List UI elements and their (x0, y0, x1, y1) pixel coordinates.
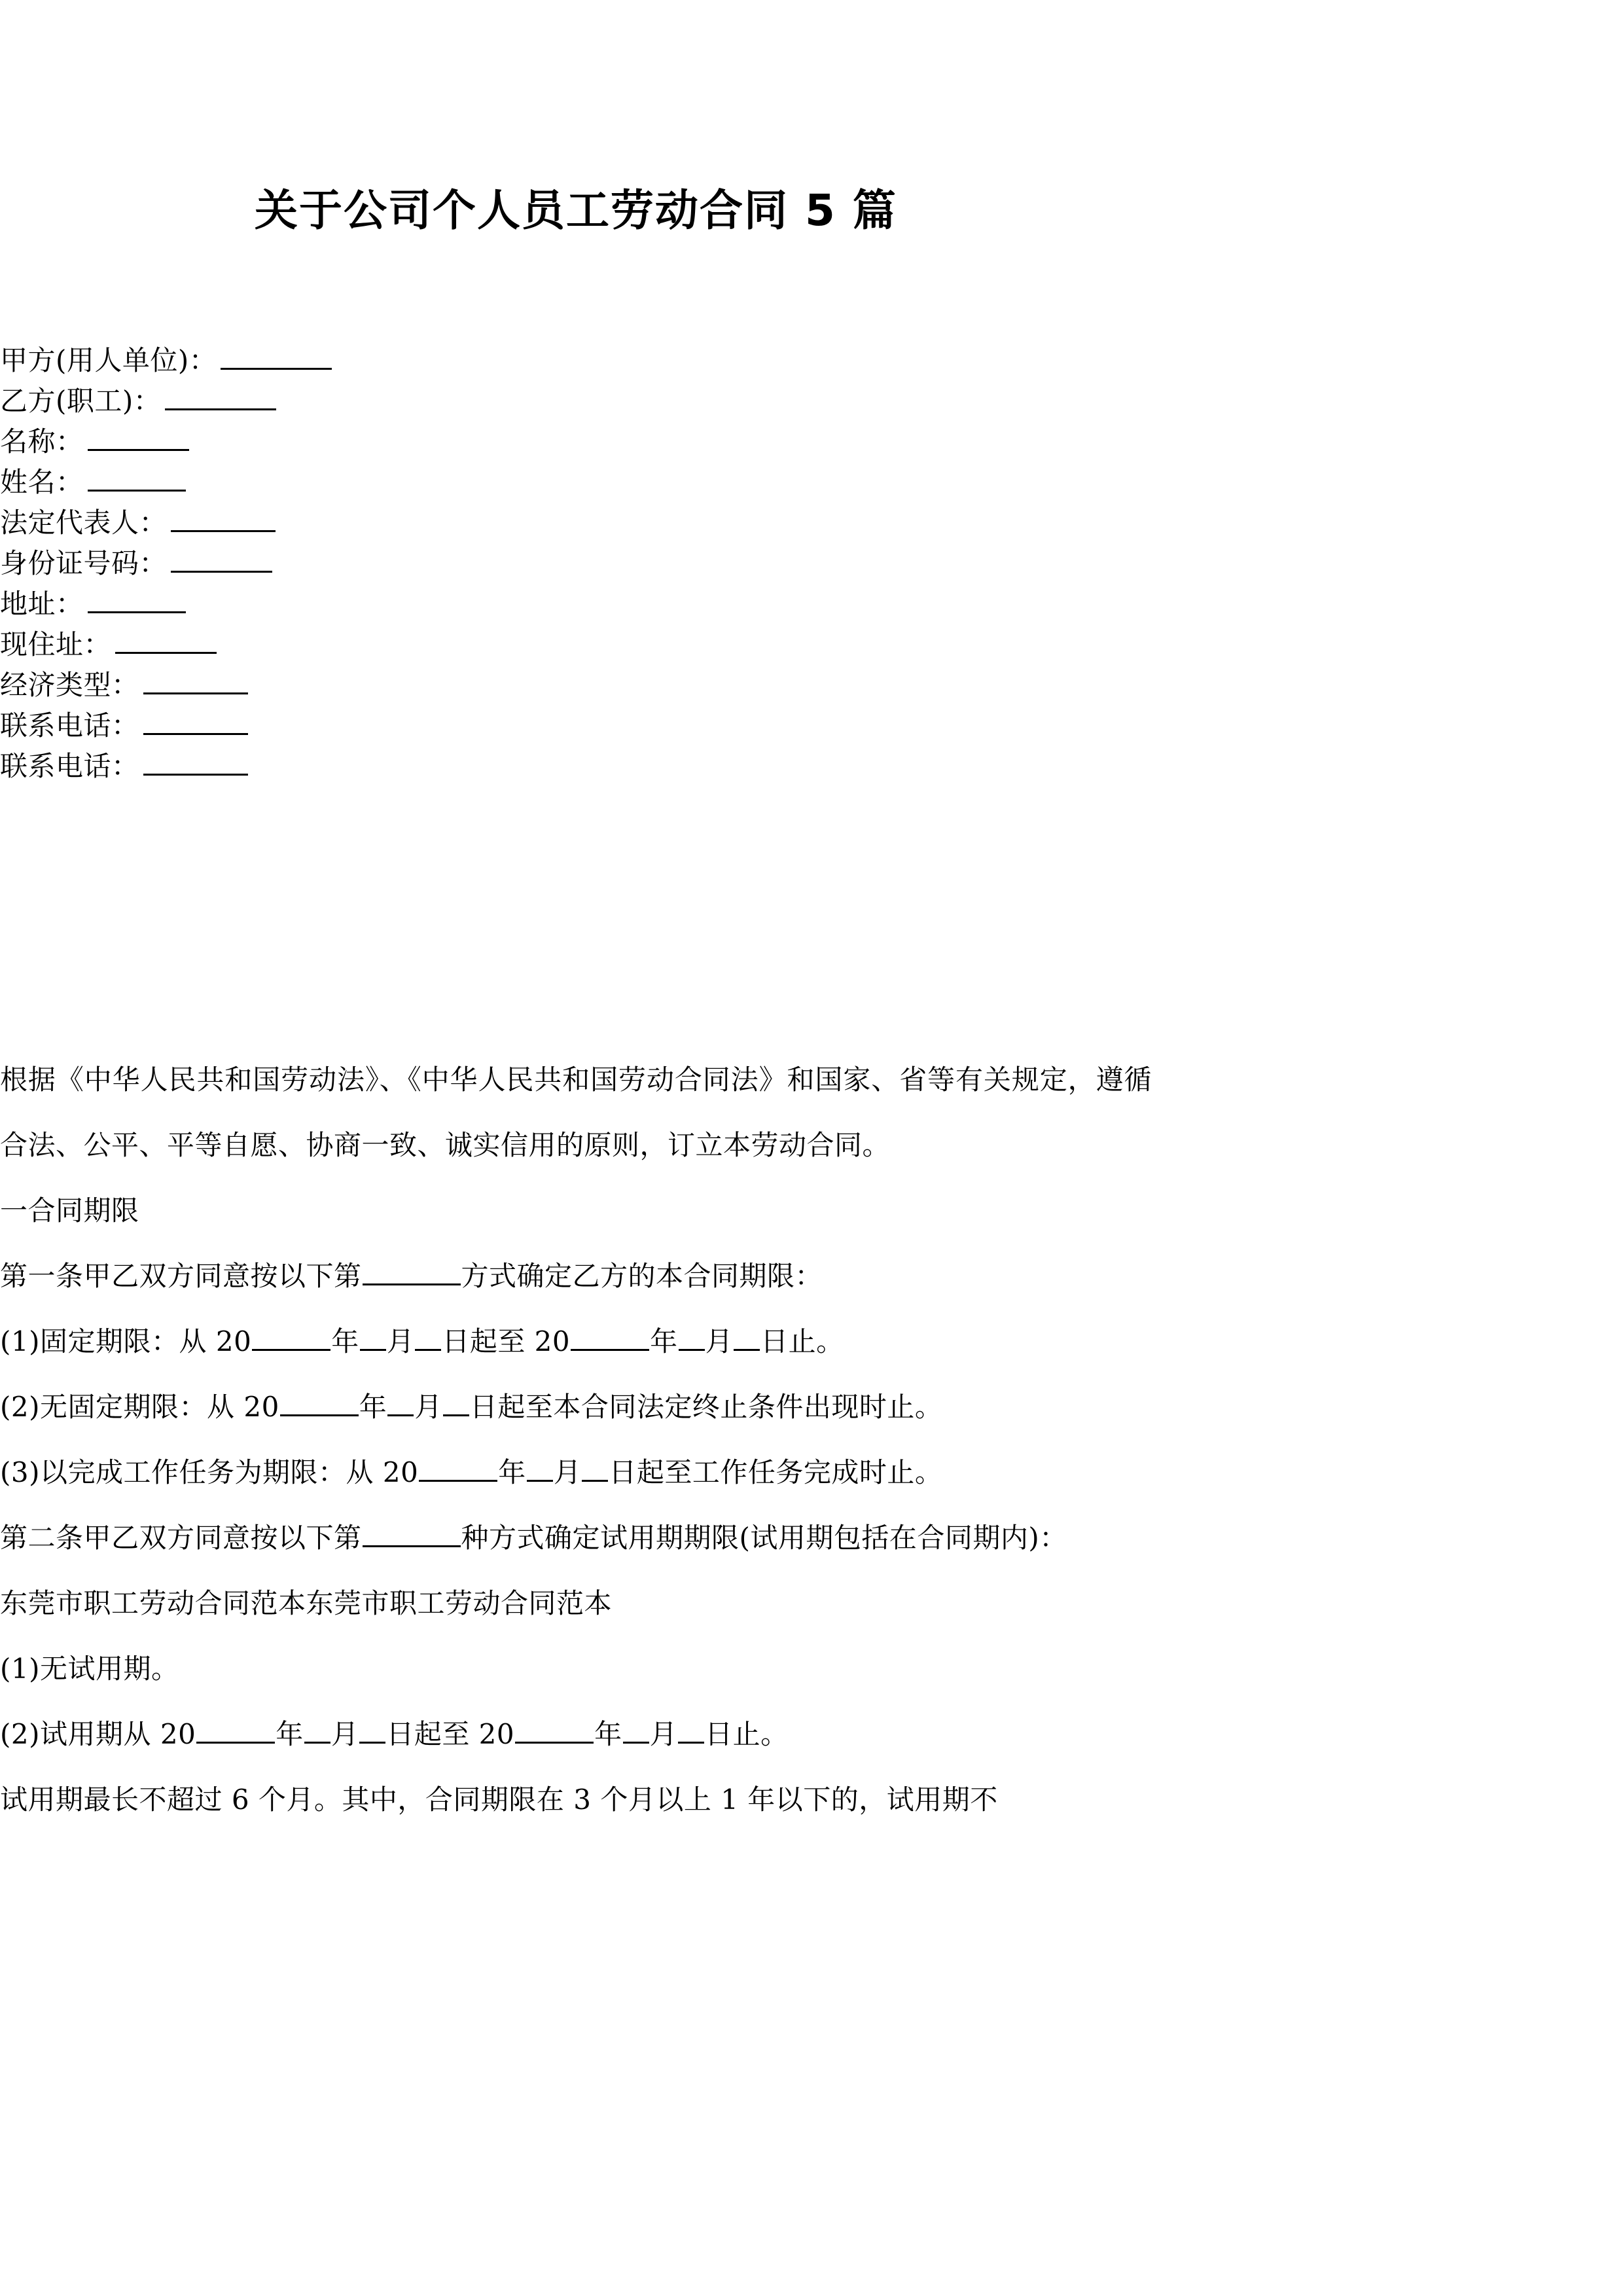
article-one-blank[interactable] (363, 1264, 461, 1285)
item-2-blank-year[interactable] (280, 1395, 359, 1416)
field-blank-employee-name[interactable] (88, 467, 186, 492)
paragraph-item-fixed-term (0, 1309, 1152, 1374)
field-row-company-name (0, 422, 1152, 462)
trial-2-blank-month-end[interactable] (623, 1722, 649, 1744)
item-2-text-a: (2)无固定期限：从 20 (0, 1391, 279, 1423)
item-2-blank-day[interactable] (443, 1395, 469, 1416)
item-1-text-a: (1)固定期限：从 20 (0, 1325, 252, 1357)
trial-2-blank-month-start[interactable] (304, 1722, 330, 1744)
item-3-blank-month[interactable] (527, 1460, 553, 1482)
field-blank-address[interactable] (88, 589, 186, 613)
trial-2-blank-day-end[interactable] (678, 1722, 704, 1744)
item-1-blank-year-end[interactable] (571, 1329, 649, 1351)
field-label-phone-a: 联系电话： (0, 709, 139, 742)
item-1-text-b: 年 (331, 1325, 359, 1357)
item-3-text-b: 年 (498, 1456, 526, 1488)
paragraph-item-task-term (0, 1440, 1152, 1505)
trial-2-blank-day-start[interactable] (359, 1722, 385, 1744)
field-blank-phone-b[interactable] (143, 751, 248, 776)
article-two-text-a: 第二条甲乙双方同意按以下第 (0, 1522, 362, 1554)
field-blank-party-a[interactable] (221, 346, 332, 370)
paragraph-item-open-term (0, 1374, 1152, 1440)
paragraph-sample-reference: 东莞市职工劳动合同范本东莞市职工劳动合同范本 (0, 1587, 613, 1619)
item-1-text-g: 日止。 (760, 1325, 844, 1357)
item-3-text-a: (3)以完成工作任务为期限：从 20 (0, 1456, 419, 1488)
article-one-text-a: 第一条甲乙双方同意按以下第 (0, 1260, 362, 1292)
field-row-employee-name (0, 462, 1152, 503)
paragraph-trial-period (0, 1702, 1152, 1767)
paragraph-article-one (0, 1244, 1152, 1309)
item-1-text-d: 日起至 20 (442, 1325, 571, 1357)
field-blank-id-number[interactable] (171, 548, 272, 573)
article-two-blank[interactable] (363, 1526, 461, 1547)
trial-2-text-f: 月 (649, 1718, 678, 1750)
party-fields-block (0, 340, 1152, 787)
item-3-text-c: 月 (553, 1456, 582, 1488)
item-1-text-f: 月 (705, 1325, 734, 1357)
item-1-blank-month-start[interactable] (360, 1329, 386, 1351)
trial-2-blank-year-end[interactable] (515, 1722, 594, 1744)
trial-2-blank-year-start[interactable] (196, 1722, 275, 1744)
field-row-current-address (0, 624, 1152, 665)
field-blank-phone-a[interactable] (143, 711, 248, 735)
field-blank-current-address[interactable] (115, 630, 217, 654)
field-row-phone-b (0, 746, 1152, 787)
field-label-id-number: 身份证号码： (0, 547, 168, 579)
field-row-address (0, 584, 1152, 624)
paragraph-article-two (0, 1505, 1152, 1571)
item-1-text-c: 月 (386, 1325, 415, 1357)
heading-section-one: 一合同期限 (0, 1194, 139, 1227)
contract-body (0, 1047, 1152, 1833)
item-2-text-c: 月 (414, 1391, 442, 1423)
item-2-blank-month[interactable] (387, 1395, 414, 1416)
field-label-current-address: 现住址： (0, 628, 112, 660)
field-label-legal-representative: 法定代表人： (0, 507, 168, 539)
article-one-text-b: 方式确定乙方的本合同期限： (461, 1260, 823, 1292)
paragraph-trial-none: (1)无试用期。 (0, 1653, 179, 1685)
field-blank-legal-representative[interactable] (171, 508, 276, 532)
trial-2-text-c: 月 (330, 1718, 359, 1750)
article-two-text-b: 种方式确定试用期期限(试用期包括在合同期内)： (461, 1522, 1067, 1554)
field-label-party-b: 乙方(职工)： (0, 385, 162, 417)
field-row-id-number (0, 543, 1152, 584)
item-1-blank-month-end[interactable] (679, 1329, 705, 1351)
trial-2-text-b: 年 (276, 1718, 304, 1750)
field-label-phone-b: 联系电话： (0, 750, 139, 782)
item-1-blank-year-start[interactable] (252, 1329, 330, 1351)
item-3-text-d: 日起至工作任务完成时止。 (609, 1456, 943, 1488)
field-label-economic-type: 经济类型： (0, 669, 139, 701)
field-row-phone-a (0, 706, 1152, 746)
item-1-blank-day-start[interactable] (415, 1329, 441, 1351)
field-blank-company-name[interactable] (88, 427, 189, 451)
page-title: 关于公司个人员工劳动合同 5 篇 (255, 185, 897, 236)
field-row-economic-type (0, 665, 1152, 706)
item-1-text-e: 年 (650, 1325, 678, 1357)
field-row-party-b (0, 381, 1152, 422)
field-label-company-name: 名称： (0, 425, 84, 457)
field-row-party-a (0, 340, 1152, 381)
paragraph-preamble: 根据《中华人民共和国劳动法》、《中华人民共和国劳动合同法》和国家、省等有关规定，遵循合法、公平、平等自愿、协商一致、诚实信用的原则，订立本劳动合同。 (0, 1064, 1152, 1161)
field-blank-economic-type[interactable] (143, 670, 248, 694)
field-label-party-a: 甲方(用人单位)： (0, 344, 217, 376)
item-1-blank-day-end[interactable] (734, 1329, 760, 1351)
trial-2-text-a: (2)试用期从 20 (0, 1718, 196, 1750)
field-label-employee-name: 姓名： (0, 466, 84, 498)
trial-2-text-e: 年 (594, 1718, 622, 1750)
item-2-text-b: 年 (359, 1391, 387, 1423)
item-2-text-d: 日起至本合同法定终止条件出现时止。 (469, 1391, 943, 1423)
trial-2-text-d: 日起至 20 (386, 1718, 515, 1750)
item-3-blank-year[interactable] (419, 1460, 497, 1482)
field-label-address: 地址： (0, 588, 84, 620)
trial-2-text-g: 日止。 (705, 1718, 789, 1750)
field-row-legal-representative (0, 503, 1152, 543)
paragraph-trial-note: 试用期最长不超过 6 个月。其中，合同期限在 3 个月以上 1 年以下的，试用期不 (0, 1784, 998, 1816)
field-blank-party-b[interactable] (165, 386, 276, 410)
item-3-blank-day[interactable] (582, 1460, 608, 1482)
